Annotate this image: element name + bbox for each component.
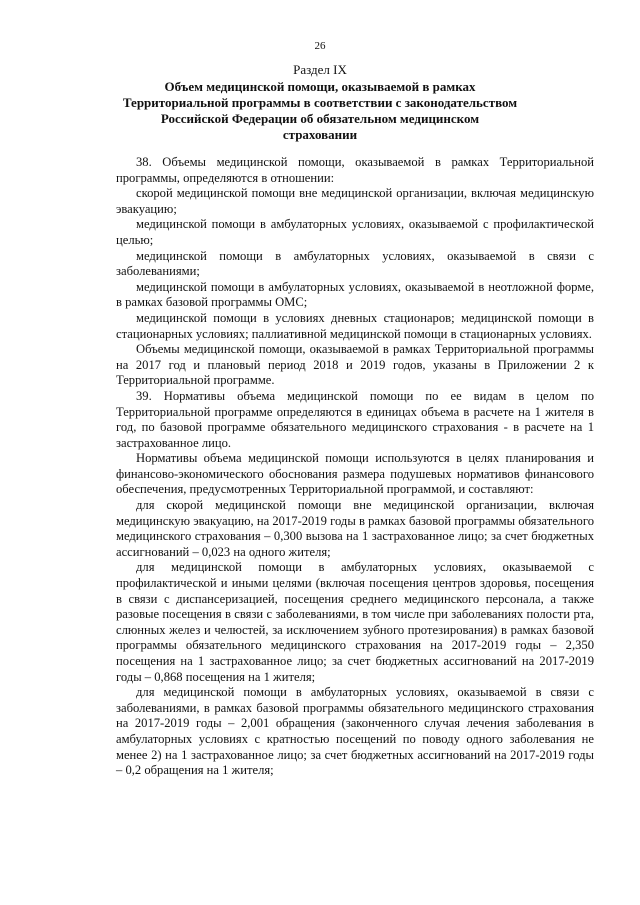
section-title-line: Объем медицинской помощи, оказываемой в рамках	[164, 79, 476, 94]
section-title-line: Российской Федерации об обязательном медицинском	[160, 111, 480, 126]
section-heading	[110, 62, 530, 143]
section-title-line: страховании	[282, 127, 358, 142]
list-item-emergency-care: скорой медицинской помощи вне медицинской организации, включая медицинскую эвакуацию;	[116, 186, 594, 216]
section-label: Раздел IX	[293, 62, 347, 77]
paragraph-volumes-appendix: Объемы медицинской помощи, оказываемой в рамках Территориальной программы на 2017 год и плановый период 2018 и 2019 годов, указаны в Приложении 2 к Территориальной программе.	[116, 342, 594, 388]
norm-outpatient-disease: для медицинской помощи в амбулаторных условиях, оказываемой в связи с заболеваниями, в рамках базовой программы обязательного медицинского страхования на 2017-2019 годы – 2,001 обращения (законченного случая лечения заболевания в амбулаторных условиях с кратностью посещений по поводу одного заболевания не менее 2) на 1 застрахованное лицо; за счет бюджетных ассигнований на 2017-2019 годы – 0,2 обращения на 1 жителя;	[116, 685, 594, 778]
list-item-day-hospital: медицинской помощи в условиях дневных стационаров; медицинской помощи в стационарных условиях; паллиативной медицинской помощи в стационарных условиях.	[116, 310, 594, 341]
norm-outpatient-preventive: для медицинской помощи в амбулаторных условиях, оказываемой с профилактической и иными целями (включая посещения центров здоровья, посещения в связи с диспансеризацией, посещения среднего медицинского персонала, а также разовые посещения в связи с заболеваниями, в том числе при заболеваниях полости рта, слюнных желез и челюстей, за исключением зубного протезирования) в рамках базовой программы обязательного медицинского страхования на 2017-2019 годы – 2,350 посещения на 1 застрахованное лицо; за счет бюджетных ассигнований на 2017-2019 годы – 0,868 посещения на 1 жителя;	[116, 560, 594, 684]
paragraph-39: 39. Нормативы объема медицинской помощи по ее видам в целом по Территориальной программе определяются в единицах объема в расчете на 1 жителя в год, по базовой программе обязательного медицинского страхования - в расчете на 1 застрахованное лицо.	[116, 388, 594, 450]
paragraph-38: 38. Объемы медицинской помощи, оказываемой в рамках Территориальной программы, определяются в отношении:	[116, 155, 594, 185]
paragraph-norms-usage: Нормативы объема медицинской помощи используются в целях планирования и финансово-экономического обоснования размера подушевых нормативов финансового обеспечения, предусмотренных Территориальной программой, и составляют:	[116, 451, 594, 497]
norm-emergency-care: для скорой медицинской помощи вне медицинской организации, включая медицинскую эвакуацию, на 2017-2019 годы в рамках базовой программы обязательного медицинского страхования – 0,300 вызова на 1 застрахованное лицо; за счет бюджетных ассигнований – 0,023 на одного жителя;	[116, 498, 594, 559]
document-body	[116, 155, 594, 779]
list-item-outpatient-urgent: медицинской помощи в амбулаторных условиях, оказываемой в неотложной форме, в рамках базовой программы ОМС;	[116, 279, 594, 310]
section-title-line: Территориальной программы в соответствии с законодательством	[122, 95, 518, 110]
list-item-outpatient-disease: медицинской помощи в амбулаторных условиях, оказываемой в связи с заболеваниями;	[116, 248, 594, 279]
page-number: 26	[314, 40, 326, 52]
list-item-outpatient-preventive: медицинской помощи в амбулаторных условиях, оказываемой с профилактической целью;	[116, 217, 594, 247]
